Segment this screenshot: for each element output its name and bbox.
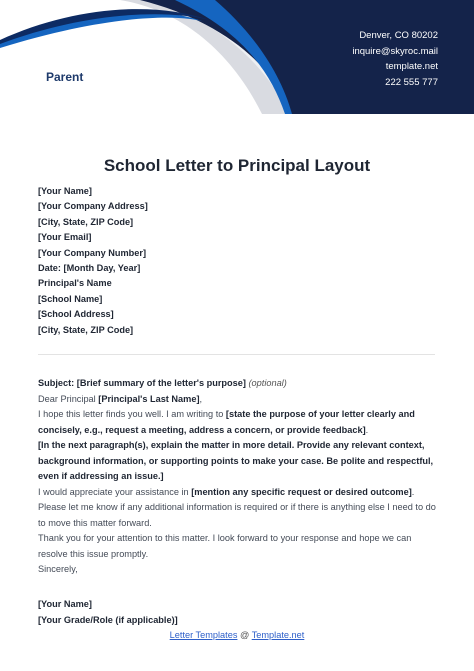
signature-role: [Your Grade/Role (if applicable)]: [38, 614, 178, 625]
subject-line: [38, 376, 436, 392]
contact-email[interactable]: inquire@skyroc.mail: [352, 45, 438, 57]
section-divider: [38, 354, 435, 355]
intro-paragraph: [38, 407, 436, 438]
intro-suffix: .: [365, 424, 369, 435]
contact-website[interactable]: template.net: [385, 61, 438, 72]
greeting-prefix: Dear Principal: [38, 393, 99, 404]
request-suffix: . Please let me know if any additional information is required or if there is anything else I need to do to move this matter forward.: [38, 486, 436, 528]
letterhead-banner: [0, 0, 474, 114]
request-paragraph: [38, 485, 436, 532]
letter-body: [38, 376, 436, 578]
footer: [0, 630, 474, 640]
thanks-paragraph: Thank you for your attention to this matter. I look forward to your response and hope we can resolve this issue promptly.: [38, 533, 412, 559]
template-net-link[interactable]: Template.net: [251, 630, 305, 640]
letter-templates-link[interactable]: Letter Templates: [169, 630, 238, 640]
details-paragraph: [In the next paragraph(s), explain the matter in more detail. Provide any relevant context, background information, or supporting points to make your case. Be polite and respectful, even if addressing an issue.]: [38, 440, 434, 481]
sender-company-number: [Your Company Number]: [38, 247, 147, 258]
contact-address: Denver, CO 80202: [359, 30, 438, 41]
footer-separator: @: [237, 630, 252, 640]
sender-company-address: [Your Company Address]: [38, 201, 148, 212]
request-prefix: I would appreciate your assistance in: [38, 486, 192, 497]
contact-phone: 222 555 777: [385, 76, 438, 88]
school-address: [School Address]: [38, 309, 114, 320]
intro-purpose: [state the purpose of your letter clearly and concisely, e.g., request a meeting, address a concern, or provide feedback]: [38, 409, 415, 435]
greeting-name: [Principal's Last Name]: [98, 393, 200, 404]
school-name: [School Name]: [38, 293, 103, 304]
request-outcome: [mention any specific request or desired outcome]: [191, 486, 412, 497]
document-title: School Letter to Principal Layout: [103, 156, 371, 175]
letter-date: Date: [Month Day, Year]: [38, 263, 141, 274]
sender-city-state-zip: [City, State, ZIP Code]: [38, 216, 134, 227]
intro-prefix: I hope this letter finds you well. I am writing to: [38, 409, 226, 419]
closing: Sincerely,: [38, 564, 78, 574]
org-name: Parent: [46, 70, 84, 84]
subject-optional-note: (optional): [248, 378, 287, 388]
contact-block: [352, 28, 438, 90]
sender-name: [Your Name]: [38, 186, 92, 196]
school-city-state-zip: [City, State, ZIP Code]: [38, 324, 134, 335]
greeting: [38, 392, 436, 408]
signature-block: [38, 597, 178, 628]
subject-label: Subject: [Brief summary of the letter's purpose]: [38, 378, 246, 388]
signature-name: [Your Name]: [38, 599, 92, 609]
sender-email: [Your Email]: [38, 232, 92, 243]
principal-name: Principal's Name: [38, 278, 112, 289]
greeting-suffix: ,: [199, 393, 203, 404]
sender-recipient-block: [38, 184, 148, 338]
